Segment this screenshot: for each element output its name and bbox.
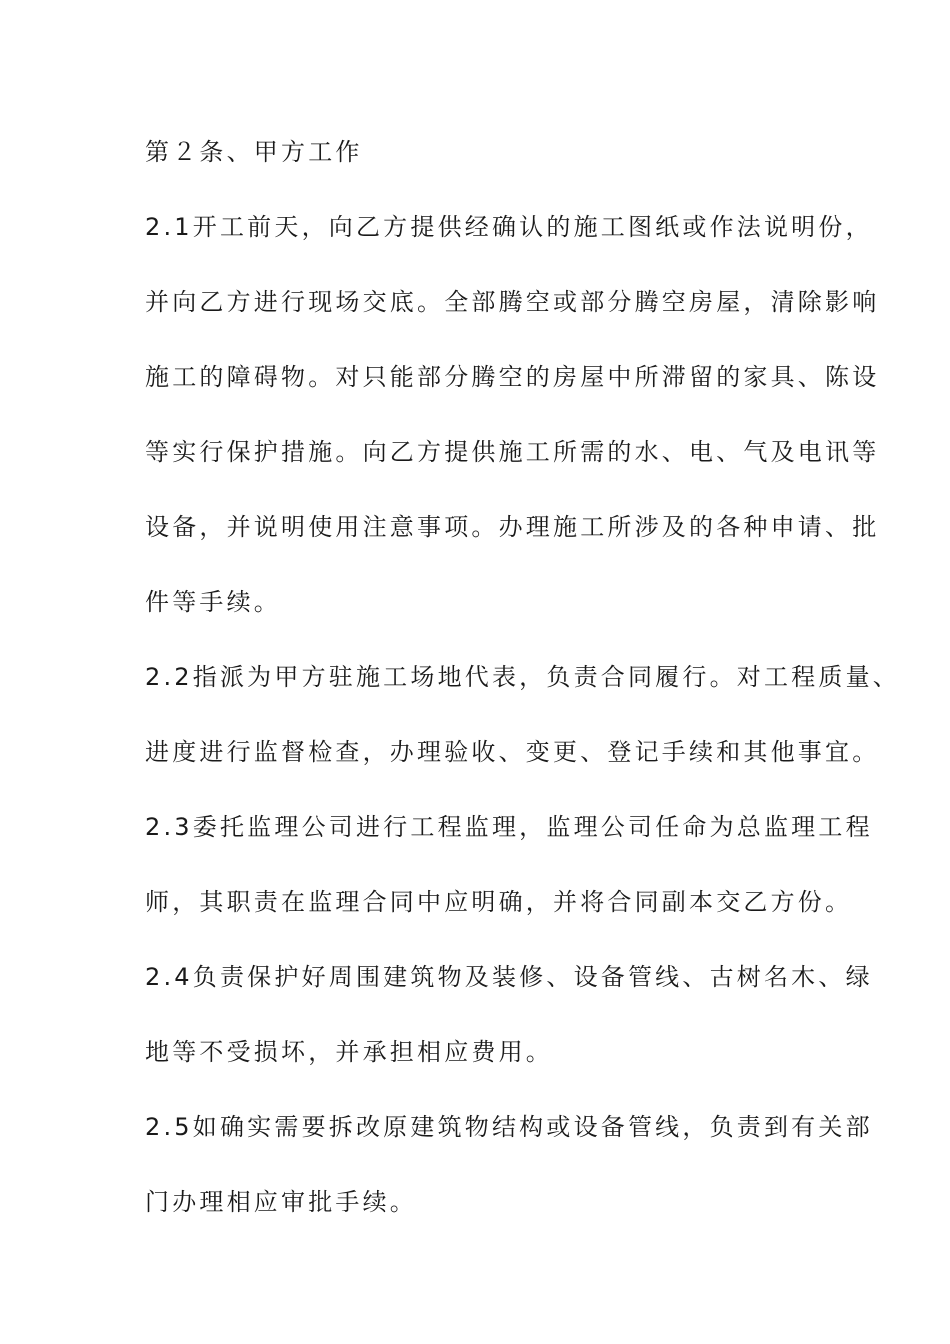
text-line: 师，其职责在监理合同中应明确，并将合同副本交乙方份。 <box>145 888 853 916</box>
text-line: 2.5如确实需要拆改原建筑物结构或设备管线，负责到有关部 <box>145 1113 873 1141</box>
text-line: 2.1开工前天，向乙方提供经确认的施工图纸或作法说明份， <box>145 213 873 241</box>
text-line: 进度进行监督检查，办理验收、变更、登记手续和其他事宜。 <box>145 738 880 766</box>
text-line: 设备，并说明使用注意事项。办理施工所涉及的各种申请、批 <box>145 513 880 541</box>
text-line: 施工的障碍物。对只能部分腾空的房屋中所滞留的家具、陈设 <box>145 363 880 391</box>
section-heading: 第２条、甲方工作 <box>145 138 363 166</box>
text-line: 并向乙方进行现场交底。全部腾空或部分腾空房屋，清除影响 <box>145 288 880 316</box>
text-line: 2.4负责保护好周围建筑物及装修、设备管线、古树名木、绿 <box>145 963 873 991</box>
text-line: 地等不受损坏，并承担相应费用。 <box>145 1038 553 1066</box>
text-line: 等实行保护措施。向乙方提供施工所需的水、电、气及电讯等 <box>145 438 880 466</box>
text-line: 2.3委托监理公司进行工程监理，监理公司任命为总监理工程 <box>145 813 873 841</box>
text-line: 门办理相应审批手续。 <box>145 1188 417 1216</box>
text-line: 2.2指派为甲方驻施工场地代表，负责合同履行。对工程质量、 <box>145 663 900 691</box>
text-line: 件等手续。 <box>145 588 281 616</box>
